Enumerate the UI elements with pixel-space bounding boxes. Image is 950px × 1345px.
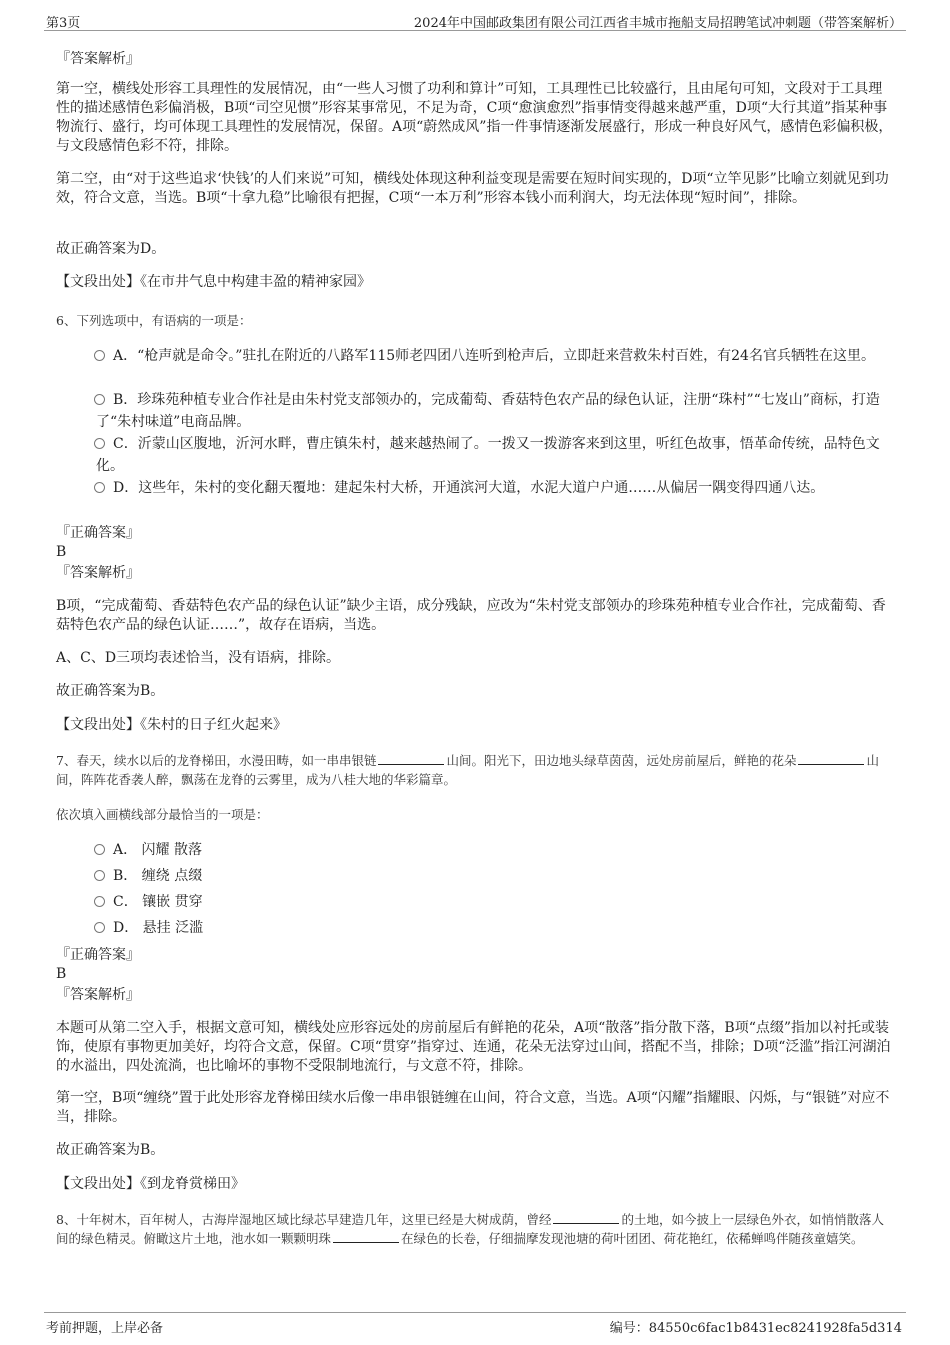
q5-analysis-label: 『答案解析』 xyxy=(56,51,140,67)
document-title: 2024年中国邮政集团有限公司江西省丰城市拖船支局招聘笔试冲刺题（带答案解析） xyxy=(413,16,902,31)
q7-analysis-label: 『答案解析』 xyxy=(56,987,140,1003)
q7-conclusion: 故正确答案为B。 xyxy=(56,1142,165,1158)
q7-source: 【文段出处】《到龙脊赏梯田》 xyxy=(56,1176,245,1192)
q6-conclusion: 故正确答案为B。 xyxy=(56,683,165,699)
q7-option-c[interactable]: C． 镶嵌 贯穿 xyxy=(96,891,896,913)
q7-option-d[interactable]: D． 悬挂 泛滥 xyxy=(96,917,896,939)
q7-analysis-para1: 本题可从第二空入手，根据文意可知，横线处应形容远处的房前屋后有鲜艳的花朵，A项“散落”指分散下落，B项“点缀”指加以衬托或装饰，使原有事物更加美好，均符合文意，保留。C项“贯穿”指穿过、连通，花朵无法穿过山间，搭配不当，排除；D项“泛滥”指江河湖泊的水溢出，四处流淌，也比喻坏的事物不受限制地流行，与文意不符，排除。 xyxy=(56,1020,891,1074)
q6-option-b[interactable]: B．珍珠苑种植专业合作社是由朱村党支部领办的，完成葡萄、香菇特色农产品的绿色认证，注册“珠村”“七岌山”商标，打造了“朱村味道”电商品牌。 xyxy=(96,392,880,430)
q6-analysis-label: 『答案解析』 xyxy=(56,565,140,581)
q6-analysis-para2: A、C、D三项均表述恰当，没有语病，排除。 xyxy=(56,650,341,666)
radio-icon[interactable] xyxy=(94,482,105,493)
radio-icon[interactable] xyxy=(94,394,105,405)
q7-answer-label: 『正确答案』 xyxy=(56,947,140,963)
q6-option-d[interactable]: D．这些年，朱村的变化翻天覆地：建起朱村大桥，开通滨河大道，水泥大道户户通……从偏居一隅变得四通八达。 xyxy=(96,477,896,499)
radio-icon[interactable] xyxy=(94,922,105,933)
q6-answer-label: 『正确答案』 xyxy=(56,525,140,541)
q7-analysis-para2: 第一空，B项“缠绕”置于此处形容龙脊梯田续水后像一串串银链缠在山间，符合文意，当选。A项“闪耀”指耀眼、闪烁，与“银链”对应不当，排除。 xyxy=(56,1090,890,1125)
q5-source: 【文段出处】《在市井气息中构建丰盈的精神家园》 xyxy=(56,274,371,290)
radio-icon[interactable] xyxy=(94,438,105,449)
document-id: 编号：84550c6fac1b8431ec8241928fa5d314 xyxy=(609,1321,902,1336)
q7-answer: B xyxy=(56,966,67,982)
q7-prompt: 依次填入画横线部分最恰当的一项是： xyxy=(56,807,269,822)
q6-analysis-para1: B项，“完成葡萄、香菇特色农产品的绿色认证”缺少主语，成分残缺，应改为“朱村党支部领办的珍珠苑种植专业合作社，完成葡萄、香菇特色农产品的绿色认证……”，故存在语病，当选。 xyxy=(56,598,886,633)
fill-blank xyxy=(378,752,444,765)
q6-stem: 6、下列选项中，有语病的一项是： xyxy=(56,313,252,328)
page-footer xyxy=(44,1312,906,1339)
q5-analysis-para1: 第一空，横线处形容工具理性的发展情况，由“一些人习惯了功利和算计”可知，工具理性已比较盛行，且由尾句可知，文段对于工具理性的描述感情色彩偏消极，B项“司空见惯”形容某事常见，不足为奇，C项“愈演愈烈”指事情变得越来越严重，D项“大行其道”指某种事物流行、盛行，均可体现工具理性的发展情况，保留。A项“蔚然成风”指一件事情逐渐发展盛行，形成一种良好风气，感情色彩偏积极，与文段感情色彩不符，排除。 xyxy=(56,81,893,154)
q8-stem: 8、十年树木，百年树人，古海岸湿地区域比绿芯早建造几年，这里已经是大树成荫，曾经 的土地，如今披上一层绿色外衣，如悄悄散落人间的绿色精灵。俯瞰这片土地，池水如一颗颗明珠 在绿色的长卷，仔细揣摩发现池塘的荷叶团团、荷花艳红，依稀蝉鸣伴随孩童嬉笑。 xyxy=(56,1212,884,1246)
radio-icon[interactable] xyxy=(94,844,105,855)
fill-blank xyxy=(553,1211,619,1224)
q5-conclusion: 故正确答案为D。 xyxy=(56,241,166,257)
footer-slogan: 考前押题，上岸必备 xyxy=(46,1321,164,1336)
page-number: 第3页 xyxy=(46,16,81,31)
q5-analysis-para2: 第二空，由“对于这些追求‘快钱’的人们来说”可知，横线处体现这种利益变现是需要在短时间实现的，D项“立竿见影”比喻立刻就见到功效，符合文意，当选。B项“十拿九稳”比喻很有把握，C项“一本万利”形容本钱小而利润大，均无法体现“短时间”，排除。 xyxy=(56,171,889,206)
q6-answer: B xyxy=(56,544,67,560)
q6-source: 【文段出处】《朱村的日子红火起来》 xyxy=(56,717,287,733)
fill-blank xyxy=(798,752,864,765)
radio-icon[interactable] xyxy=(94,896,105,907)
q7-option-b[interactable]: B． 缠绕 点缀 xyxy=(96,865,896,887)
page-header xyxy=(44,8,906,31)
q7-option-a[interactable]: A． 闪耀 散落 xyxy=(96,839,896,861)
q7-stem: 7、春天，续水以后的龙脊梯田，水漫田畴，如一串串银链 山间。阳光下，田边地头绿草茵茵，远处房前屋后，鲜艳的花朵 山间，阵阵花香袭人醉，飘荡在龙脊的云雾里，成为八桂大地的华彩篇章。 xyxy=(56,753,879,787)
q6-option-a[interactable]: A．“枪声就是命令。”驻扎在附近的八路军115师老四团八连听到枪声后，立即赶来营救朱村百姓，有24名官兵牺牲在这里。 xyxy=(96,345,896,367)
fill-blank xyxy=(333,1230,399,1243)
radio-icon[interactable] xyxy=(94,870,105,881)
q6-option-c[interactable]: C．沂蒙山区腹地，沂河水畔，曹庄镇朱村，越来越热闹了。一拨又一拨游客来到这里，听红色故事，悟革命传统，品特色文化。 xyxy=(96,436,880,474)
radio-icon[interactable] xyxy=(94,350,105,361)
